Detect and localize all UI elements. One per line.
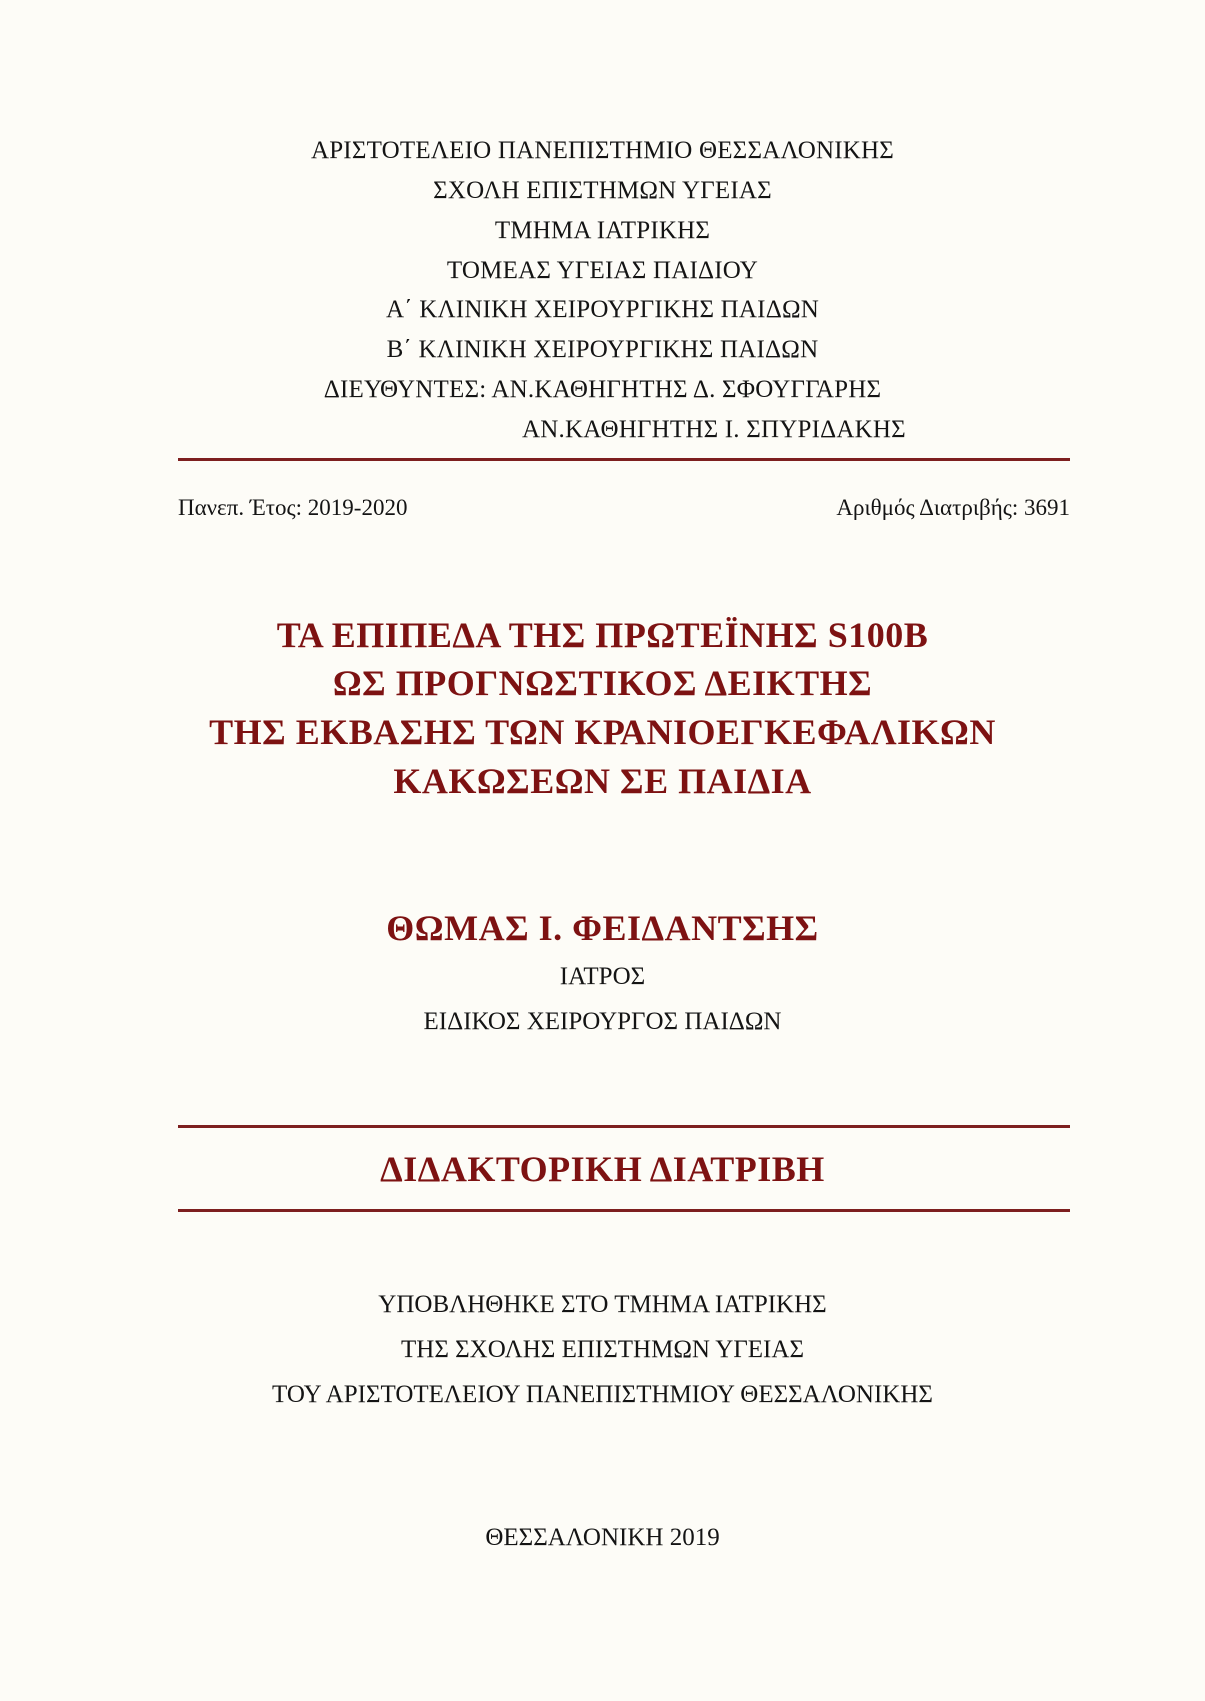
- header-department: ΤΜΗΜΑ ΙΑΤΡΙΚΗΣ: [494, 217, 711, 244]
- header-school: ΣΧΟΛΗ ΕΠΙΣΤΗΜΩΝ ΥΓΕΙΑΣ: [433, 177, 772, 204]
- header-clinic-a: Α΄ ΚΛΙΝΙΚΗ ΧΕΙΡΟΥΡΓΙΚΗΣ ΠΑΙΔΩΝ: [385, 296, 820, 323]
- thesis-title-line-4: ΚΑΚΩΣΕΩΝ ΣΕ ΠΑΙΔΙΑ: [393, 761, 812, 801]
- place-date: ΘΕΣΣΑΛΟΝΙΚΗ 2019: [485, 1524, 720, 1551]
- thesis-title-line-3: ΤΗΣ ΕΚΒΑΣΗΣ ΤΩΝ ΚΡΑΝΙΟΕΓΚΕΦΑΛΙΚΩΝ: [209, 712, 996, 752]
- submission-line-2: ΤΗΣ ΣΧΟΛΗΣ ΕΠΙΣΤΗΜΩΝ ΥΓΕΙΑΣ: [401, 1336, 804, 1363]
- header-divider: [178, 458, 1070, 461]
- author-role: ΙΑΤΡΟΣ: [559, 963, 646, 990]
- document-type: ΔΙΔΑΚΤΟΡΙΚΗ ΔΙΑΤΡΙΒΗ: [380, 1149, 825, 1189]
- thesis-title-line-2: ΩΣ ΠΡΟΓΝΩΣΤΙΚΟΣ ΔΕΙΚΤΗΣ: [332, 663, 873, 703]
- thesis-number: Αριθμός Διατριβής: 3691: [836, 495, 1070, 520]
- header-directors: ΔΙΕΥΘΥΝΤΕΣ: ΑΝ.ΚΑΘΗΓΗΤΗΣ Δ. ΣΦΟΥΓΓΑΡΗΣ: [323, 376, 882, 403]
- submission-line-1: ΥΠΟΒΛΗΘΗΚΕ ΣΤΟ ΤΜΗΜΑ ΙΑΤΡΙΚΗΣ: [378, 1291, 827, 1318]
- doctype-divider-bottom: [178, 1209, 1070, 1212]
- header-clinic-b: Β΄ ΚΛΙΝΙΚΗ ΧΕΙΡΟΥΡΓΙΚΗΣ ΠΑΙΔΩΝ: [386, 336, 819, 363]
- academic-year: Πανεπ. Έτος: 2019-2020: [178, 495, 408, 520]
- author-name: ΘΩΜΑΣ Ι. ΦΕΙΔΑΝΤΣΗΣ: [386, 908, 819, 948]
- header-director-2: ΑΝ.ΚΑΘΗΓΗΤΗΣ Ι. ΣΠΥΡΙΔΑΚΗΣ: [522, 416, 906, 443]
- author-specialty: ΕΙΔΙΚΟΣ ΧΕΙΡΟΥΡΓΟΣ ΠΑΙΔΩΝ: [423, 1008, 782, 1035]
- header-sector: ΤΟΜΕΑΣ ΥΓΕΙΑΣ ΠΑΙΔΙΟΥ: [446, 257, 759, 284]
- header-university: ΑΡΙΣΤΟΤΕΛΕΙΟ ΠΑΝΕΠΙΣΤΗΜΙΟ ΘΕΣΣΑΛΟΝΙΚΗΣ: [310, 137, 895, 164]
- submission-line-3: ΤΟΥ ΑΡΙΣΤΟΤΕΛΕΙΟΥ ΠΑΝΕΠΙΣΤΗΜΙΟΥ ΘΕΣΣΑΛΟΝΙΚΗΣ: [272, 1381, 933, 1408]
- doctype-divider-top: [178, 1125, 1070, 1128]
- thesis-title-line-1: ΤΑ ΕΠΙΠΕΔΑ ΤΗΣ ΠΡΩΤΕΪΝΗΣ S100B: [276, 615, 929, 655]
